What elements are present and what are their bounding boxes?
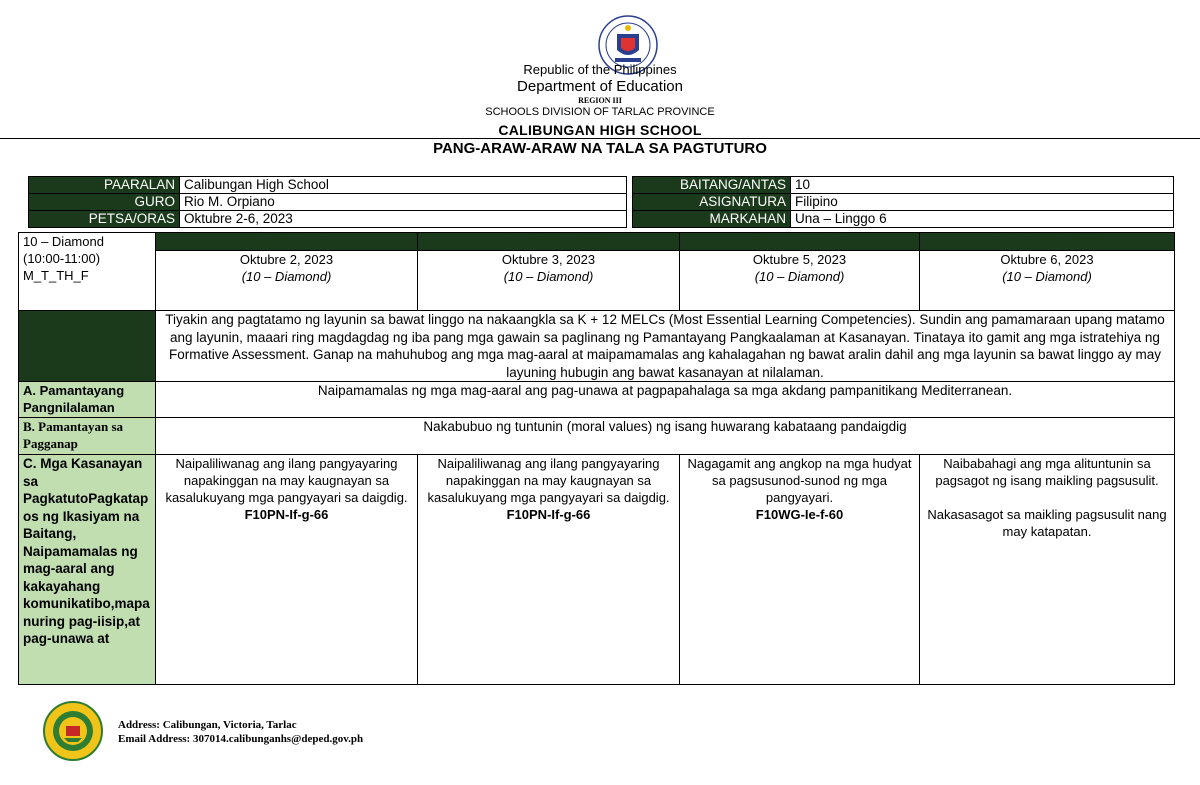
layunin-text: Tiyakin ang pagtatamo ng layunin sa bawat linggo na nakaangkla sa K + 12 MELCs (Most Essential Learning Competencies). Sundin ang pamamaraan upang matamo ang layunin, maaari ring magdagdag ng iba pang mga gawain sa paglinang ng Pamantayang Pangkaalaman at Kasanayan. Tinataya ito gamit ang mga istratehiya ng Formative Assessment. Ganap na mahuhubog ang mga mag-aaral at maipamamalas ang kahalagahan ng bawat aralin dahil ang mga layunin sa bawat linggo ay may layuning hubugin ang bawat kasanayan at nilalaman. (156, 311, 1175, 382)
day-date: Oktubre 6, 2023 (1000, 252, 1094, 267)
info-row (29, 211, 1174, 228)
spacer (924, 489, 1170, 506)
day-date: Oktubre 2, 2023 (239, 252, 334, 267)
pagganap-row (19, 418, 1175, 455)
competency-text: Naipaliliwanag ang ilang pangyayaring napakinggan na may kaugnayan sa kasalukuyang mga pangyayari sa daigdig. (427, 456, 670, 505)
baitang-value: 10 (791, 177, 1174, 194)
pagganap-label: B. Pamantayan sa Pagganap (19, 418, 156, 455)
markahan-label: MARKAHAN (633, 211, 791, 228)
competency-text: Naipaliliwanag ang ilang pangyayaring napakinggan na may kaugnayan sa kasalukuyang mga pangyayari sa daigdig. (165, 456, 408, 505)
day-header-2: IKALAWANG ARAW (418, 233, 680, 251)
competency-code: F10PN-If-g-66 (506, 507, 591, 522)
day-date-row (19, 251, 1175, 311)
pangnilalaman-row (19, 382, 1175, 418)
region-text: REGION III (578, 96, 622, 105)
footer-address: Address: Calibungan, Victoria, Tarlac (118, 719, 297, 731)
day-date: Oktubre 3, 2023 (501, 252, 596, 267)
competency-text: Nagagamit ang angkop na mga hudyat sa pagsusunod-sunod ng mga pangyayari. (687, 456, 912, 505)
class-section: 10 – Diamond (23, 234, 104, 249)
day-date: Oktubre 5, 2023 (752, 252, 847, 267)
day-section: (10 – Diamond) (1002, 269, 1092, 284)
info-table (28, 176, 1174, 228)
day-header-1: UNANG ARAW (156, 233, 418, 251)
day-cell-1 (156, 251, 418, 311)
competency-extra: Nakasasagot sa maikling pagsusulit nang may katapatan. (927, 507, 1167, 539)
school-logo (42, 700, 104, 762)
day-header-3: IKATLONG ARAW (680, 233, 920, 251)
petsa-value: Oktubre 2-6, 2023 (180, 211, 627, 228)
paaralan-label: PAARALAN (29, 177, 180, 194)
lesson-log-table (18, 232, 1175, 685)
guro-label: GURO (29, 194, 180, 211)
school-name: CALIBUNGAN HIGH SCHOOL (498, 122, 702, 138)
day-section: (10 – Diamond) (503, 269, 594, 284)
paaralan-value: Calibungan High School (180, 177, 627, 194)
day-section: (10 – Diamond) (241, 269, 332, 284)
competency-code: F10PN-If-g-66 (244, 507, 329, 522)
department-text: Department of Education (517, 78, 683, 95)
markahan-value: Una – Linggo 6 (791, 211, 1174, 228)
footer-contact (118, 718, 363, 746)
pangnilalaman-label: A. Pamantayang Pangnilalaman (19, 382, 156, 418)
republic-text: Republic of the Philippines (523, 62, 677, 77)
competency-code: F10WG-Ie-f-60 (755, 507, 844, 522)
day-cell-4 (920, 251, 1175, 311)
class-days: M_T_TH_F (23, 268, 89, 283)
pangnilalaman-text: Naipamamalas ng mga mag-aaral ang pag-unawa at pagpapahalaga sa mga akdang pampanitikang Mediterranean. (156, 382, 1175, 418)
day-header-row (19, 233, 1175, 251)
pagkatuto-cell-3 (680, 455, 920, 685)
info-row (29, 177, 1174, 194)
day-section: (10 – Diamond) (754, 269, 845, 284)
asignatura-value: Filipino (791, 194, 1174, 211)
pagganap-text: Nakabubuo ng tuntunin (moral values) ng isang huwarang kabataang pandaigdig (156, 418, 1175, 455)
pagkatuto-cell-1 (156, 455, 418, 685)
competency-text: Naibabahagi ang mga alituntunin sa pagsagot ng isang maikling pagsusulit. (935, 456, 1159, 488)
header-divider (0, 138, 1200, 139)
division-text: SCHOOLS DIVISION OF TARLAC PROVINCE (485, 106, 715, 118)
guro-value: Rio M. Orpiano (180, 194, 627, 211)
day-cell-2 (418, 251, 680, 311)
asignatura-label: ASIGNATURA (633, 194, 791, 211)
baitang-label: BAITANG/ANTAS (633, 177, 791, 194)
class-info-cell (19, 233, 156, 311)
day-cell-3 (680, 251, 920, 311)
page-title: PANG-ARAW-ARAW NA TALA SA PAGTUTURO (433, 140, 767, 157)
info-row (29, 194, 1174, 211)
footer-email: Email Address: 307014.calibunganhs@deped.gov.ph (118, 733, 364, 745)
layunin-label: I. LAYUNIN (19, 311, 156, 382)
pagkatuto-cell-2 (418, 455, 680, 685)
layunin-row (19, 311, 1175, 382)
pagkatuto-label: C. Mga Kasanayan sa PagkatutoPagkatapos ng Ikasiyam na Baitang, Naipamamalas ng mag-aaral ang kakayahang komunikatibo,mapanuring pag-iisip,at pag-unawa at (19, 455, 156, 685)
petsa-label: PETSA/ORAS (29, 211, 180, 228)
day-header-4: IKAAPAT NA ARAW (920, 233, 1175, 251)
class-time: (10:00-11:00) (23, 251, 101, 266)
pagkatuto-row (19, 455, 1175, 685)
pagkatuto-cell-4 (920, 455, 1175, 685)
